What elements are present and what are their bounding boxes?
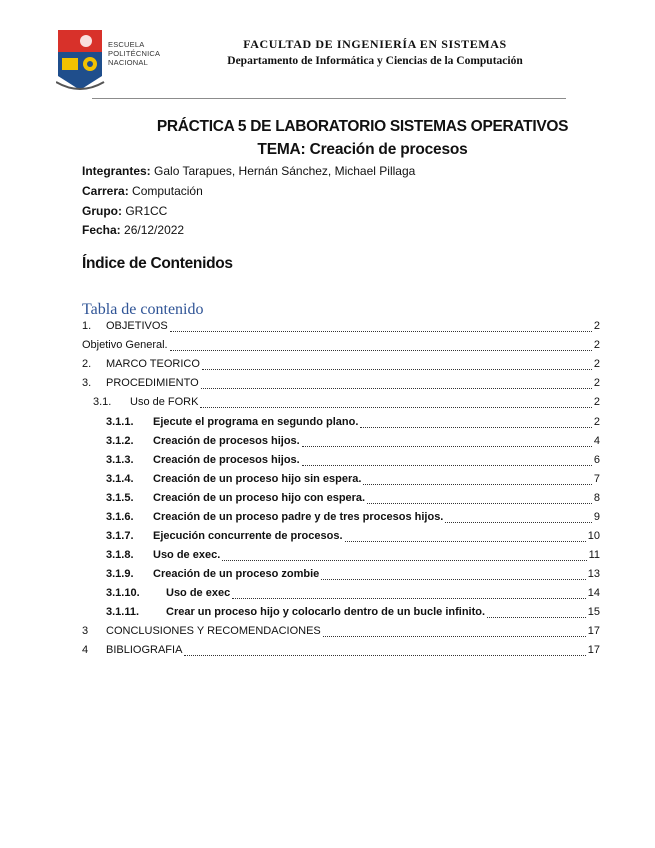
toc-entry-objetivos[interactable] xyxy=(82,320,600,336)
toc-leader xyxy=(302,437,592,447)
logo-wordmark xyxy=(108,40,160,67)
toc-title: Creación de un proceso padre y de tres procesos hijos. xyxy=(153,511,444,523)
toc-leader xyxy=(170,341,592,351)
toc-number: 3.1.9. xyxy=(106,568,134,580)
toc-entry-3-1-5[interactable] xyxy=(82,492,600,508)
toc-entry-uso-de-fork[interactable] xyxy=(82,396,600,412)
toc-title: OBJETIVOS xyxy=(106,320,168,332)
toc-page: 17 xyxy=(587,625,600,637)
toc-entry-bibliografia[interactable] xyxy=(82,644,600,660)
toc-leader xyxy=(321,570,585,580)
career-label: Carrera: xyxy=(82,184,129,198)
toc-entry-3-1-6[interactable] xyxy=(82,511,600,527)
toc-page: 2 xyxy=(593,416,600,428)
logo-line-1: ESCUELA xyxy=(108,40,145,49)
toc-number: 3. xyxy=(82,377,92,389)
toc-page: 9 xyxy=(593,511,600,523)
logo-line-3: NACIONAL xyxy=(108,58,148,67)
toc-leader xyxy=(363,475,591,485)
toc-number: 3.1.5. xyxy=(106,492,134,504)
toc-title: Uso de exec xyxy=(166,587,231,599)
toc-entry-3-1-10[interactable] xyxy=(82,587,600,603)
members-value: Galo Tarapues, Hernán Sánchez, Michael Pillaga xyxy=(154,164,416,178)
toc-entry-3-1-7[interactable] xyxy=(82,530,600,546)
toc-page: 2 xyxy=(593,358,600,370)
toc-title: CONCLUSIONES Y RECOMENDACIONES xyxy=(106,625,321,637)
toc-title: Ejecute el programa en segundo plano. xyxy=(153,416,359,428)
toc-page: 6 xyxy=(593,454,600,466)
toc-page: 8 xyxy=(593,492,600,504)
members-label: Integrantes: xyxy=(82,164,151,178)
toc-leader xyxy=(345,532,586,542)
toc-leader xyxy=(170,322,592,332)
toc-page: 15 xyxy=(587,606,600,618)
toc-title: Ejecución concurrente de procesos. xyxy=(153,530,343,542)
index-heading: Índice de Contenidos xyxy=(82,255,233,272)
toc-number: 1. xyxy=(82,320,92,332)
toc-page: 2 xyxy=(593,339,600,351)
toc-title: Creación de un proceso hijo con espera. xyxy=(153,492,366,504)
toc-title: Uso de exec. xyxy=(153,549,221,561)
toc-title: Creación de procesos hijos. xyxy=(153,435,300,447)
toc-number: 2. xyxy=(82,358,92,370)
toc-page: 2 xyxy=(593,377,600,389)
toc-leader xyxy=(487,608,586,618)
toc-leader xyxy=(323,627,586,637)
toc-leader xyxy=(445,513,592,523)
date-line xyxy=(82,223,184,237)
toc-number: 3 xyxy=(82,625,89,637)
toc-title: Crear un proceso hijo y colocarlo dentro de un bucle infinito. xyxy=(166,606,486,618)
toc-number: 3.1.2. xyxy=(106,435,134,447)
toc-title: Creación de procesos hijos. xyxy=(153,454,300,466)
toc-title: Uso de FORK xyxy=(130,396,199,408)
toc-entry-3-1-2[interactable] xyxy=(82,435,600,451)
group-value: GR1CC xyxy=(125,204,168,218)
practice-title: PRÁCTICA 5 DE LABORATORIO SISTEMAS OPERATIVOS xyxy=(156,118,569,135)
toc-title: MARCO TEORICO xyxy=(106,358,200,370)
career-value: Computación xyxy=(132,184,203,198)
toc-page: 14 xyxy=(587,587,600,599)
toc-leader xyxy=(200,398,591,408)
faculty-title: FACULTAD DE INGENIERÍA EN SISTEMAS xyxy=(243,37,507,51)
toc-page: 17 xyxy=(587,644,600,656)
toc-title: BIBLIOGRAFIA xyxy=(106,644,183,656)
header-divider xyxy=(92,98,566,99)
toc-page: 2 xyxy=(593,320,600,332)
toc-heading: Tabla de contenido xyxy=(82,301,204,318)
toc-entry-3-1-8[interactable] xyxy=(82,549,600,565)
toc-page: 11 xyxy=(588,549,600,561)
date-value: 26/12/2022 xyxy=(124,223,185,237)
toc-number: 3.1.1. xyxy=(106,416,134,428)
toc-number: 3.1.6. xyxy=(106,511,134,523)
toc-leader xyxy=(360,418,592,428)
toc-title: Creación de un proceso zombie xyxy=(153,568,320,580)
toc-number: 3.1.11. xyxy=(106,606,140,618)
date-label: Fecha: xyxy=(82,223,121,237)
toc-leader xyxy=(302,456,592,466)
topic-title: TEMA: Creación de procesos xyxy=(257,141,468,158)
toc-number: 3.1.4. xyxy=(106,473,134,485)
toc-leader xyxy=(367,494,592,504)
toc-page: 7 xyxy=(593,473,600,485)
epn-emblem-icon xyxy=(56,28,106,94)
toc-title: Objetivo General. xyxy=(82,339,168,351)
toc-entry-3-1-4[interactable] xyxy=(82,473,600,489)
toc-page: 2 xyxy=(593,396,600,408)
toc-number: 3.1.7. xyxy=(106,530,134,542)
institution-logo xyxy=(56,28,176,98)
toc-entry-3-1-3[interactable] xyxy=(82,454,600,470)
toc-entry-marco-teorico[interactable] xyxy=(82,358,600,374)
toc-number: 3.1.3. xyxy=(106,454,134,466)
toc-leader xyxy=(202,360,592,370)
toc-entry-procedimiento[interactable] xyxy=(82,377,600,393)
career-line xyxy=(82,184,203,198)
toc-entry-3-1-9[interactable] xyxy=(82,568,600,584)
toc-page: 10 xyxy=(587,530,600,542)
toc-entry-objetivo-general[interactable] xyxy=(82,339,600,355)
group-label: Grupo: xyxy=(82,204,122,218)
toc-leader xyxy=(222,551,586,561)
toc-title: PROCEDIMIENTO xyxy=(106,377,199,389)
logo-line-2: POLITÉCNICA xyxy=(108,49,161,58)
toc-leader xyxy=(184,646,585,656)
toc-number: 4 xyxy=(82,644,89,656)
toc-number: 3.1.10. xyxy=(106,587,140,599)
toc-entry-3-1-11[interactable] xyxy=(82,606,600,622)
toc-page: 4 xyxy=(593,435,600,447)
toc-entry-conclusiones[interactable] xyxy=(82,625,600,641)
toc-page: 13 xyxy=(587,568,600,580)
toc-leader xyxy=(232,589,586,599)
toc-number: 3.1. xyxy=(93,396,112,408)
toc-entry-3-1-1[interactable] xyxy=(82,416,600,432)
toc-title: Creación de un proceso hijo sin espera. xyxy=(153,473,362,485)
department-title: Departamento de Informática y Ciencias de la Computación xyxy=(227,55,523,67)
members-line xyxy=(82,164,415,178)
toc-leader xyxy=(201,379,592,389)
group-line xyxy=(82,204,167,218)
toc-number: 3.1.8. xyxy=(106,549,134,561)
